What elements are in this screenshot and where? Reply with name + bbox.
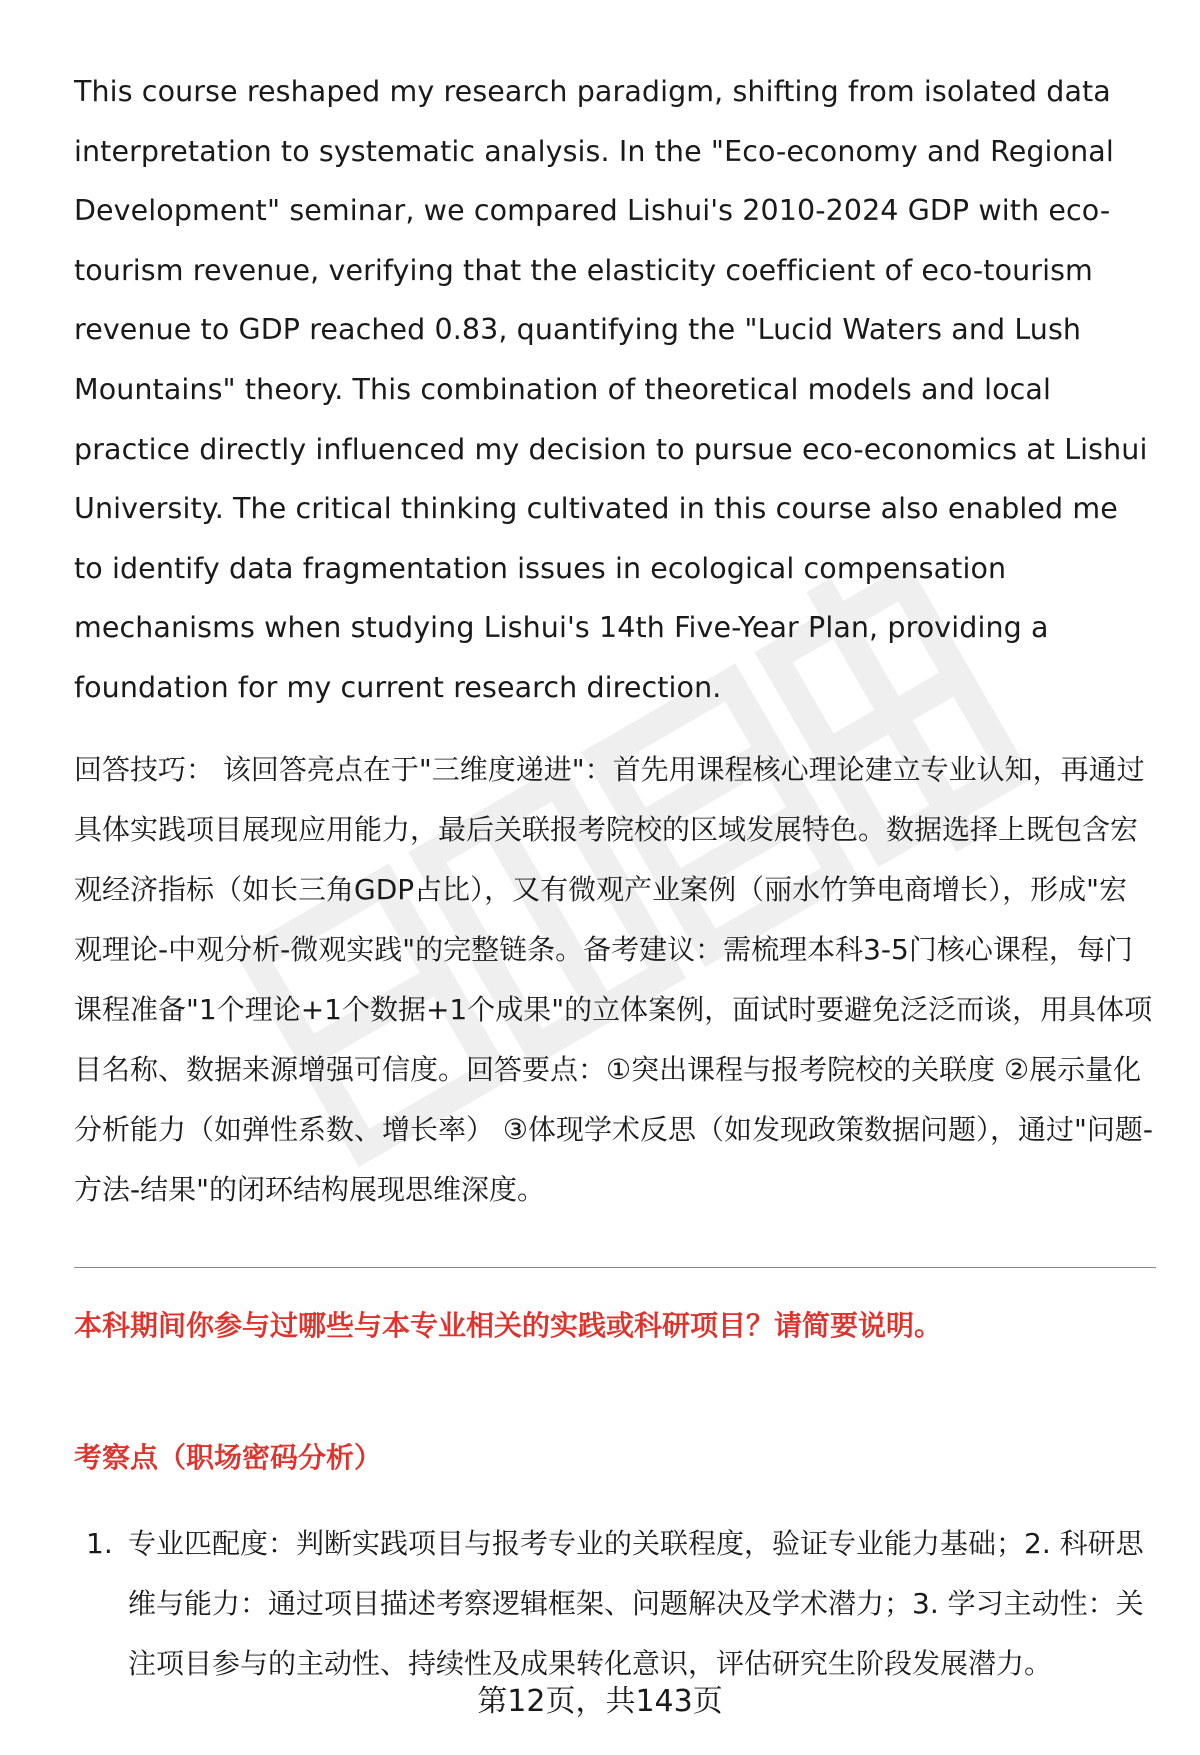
document-page xyxy=(74,62,1154,1680)
english-answer-paragraph: This course reshaped my research paradigm, shifting from isolated data interpretation to systematic analysis. In the "Eco-economy and Regional Development" seminar, we compared Lishui's 2010-2024 GDP with eco-tourism revenue, verifying that the elasticity coefficient of eco-tourism revenue to GDP reached 0.83, quantifying the "Lucid Waters and Lush Mountains" theory. This combination of theoretical models and local practice directly influenced my decision to pursue eco-economics at Lishui University. The critical thinking cultivated in this course also enabled me to identify data fragmentation issues in ecological compensation mechanisms when studying Lishui's 14th Five-Year Plan, providing a foundation for my current research direction. xyxy=(74,75,1148,704)
answer-tips-paragraph: 回答技巧： 该回答亮点在于"三维度递进"：首先用课程核心理论建立专业认知，再通过具体实践项目展现应用能力，最后关联报考院校的区域发展特色。数据选择上既包含宏观经济指标（如长三角GDP占比），又有微观产业案例（丽水竹笋电商增长），形成"宏观理论-中观分析-微观实践"的完整链条。备考建议：需梳理本科3-5门核心课程，每门课程准备"1个理论+1个数据+1个成果"的立体案例，面试时要避免泛泛而谈，用具体项目名称、数据来源增强可信度。回答要点：①突出课程与报考院校的关联度 ②展示量化分析能力（如弹性系数、增长率） ③体现学术反思（如发现政策数据问题），通过"问题-方法-结果"的闭环结构展现思维深度。 xyxy=(74,752,1153,1206)
interview-question: 本科期间你参与过哪些与本专业相关的实践或科研项目？请简要说明。 xyxy=(74,1309,943,1342)
exam-point-heading: 考察点（职场密码分析） xyxy=(74,1441,383,1474)
list-item xyxy=(74,1514,1156,1694)
list-item-text: 专业匹配度：判断实践项目与报考专业的关联程度，验证专业能力基础；2. 科研思维与能力：通过项目描述考察逻辑框架、问题解决及学术潜力；3. 学习主动性：关注项目参与的主动性、持续性及成果转化意识，评估研究生阶段发展潜力。 xyxy=(128,1527,1144,1680)
list-item-number: 1. xyxy=(86,1527,113,1560)
exam-point-list xyxy=(74,1514,1156,1694)
page-number: 第12页，共143页 xyxy=(477,1684,723,1719)
section-divider xyxy=(74,1267,1156,1268)
